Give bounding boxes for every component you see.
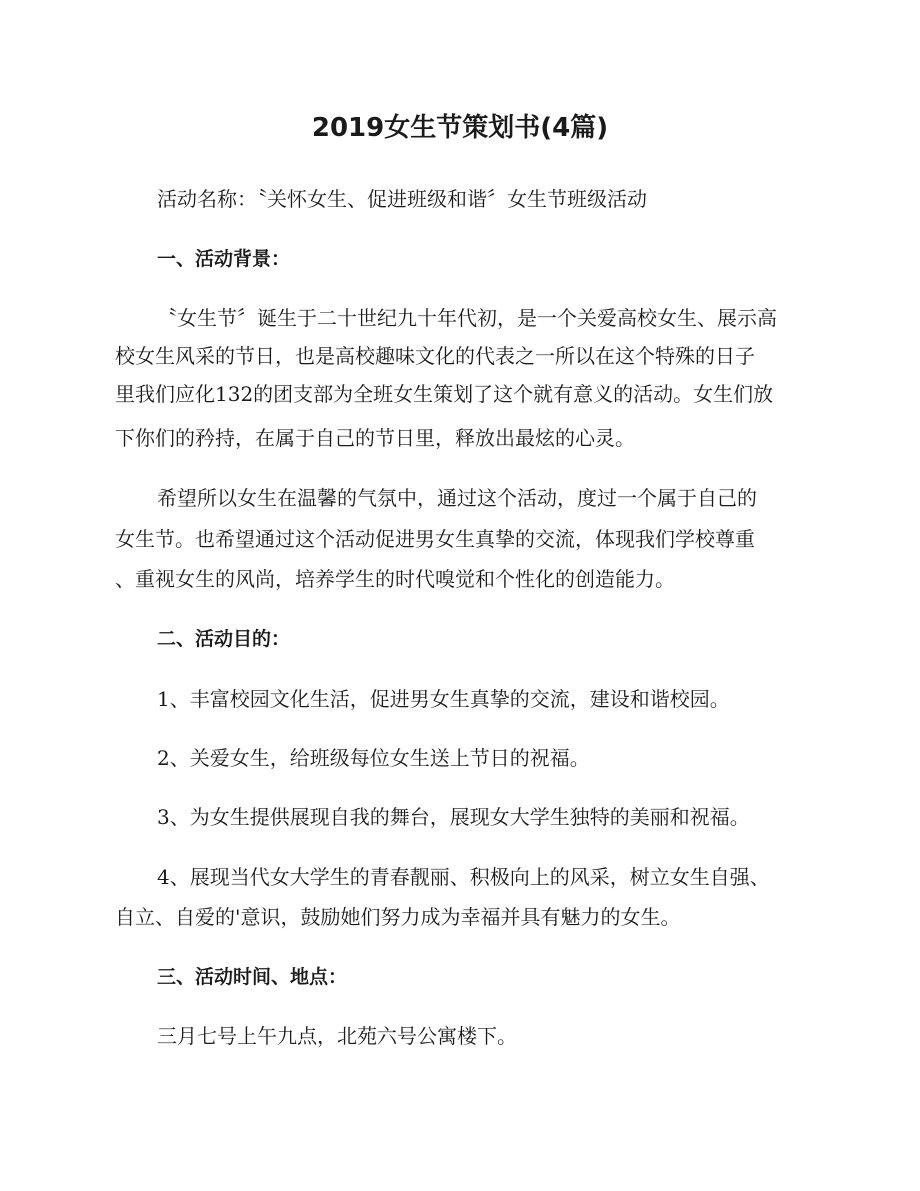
section-heading-background: 一、活动背景： [157, 248, 291, 270]
paragraph-line: 里我们应化132的团支部为全班女生策划了这个就有意义的活动。女生们放 [115, 382, 774, 406]
paragraph-line: 女生节。也希望通过这个活动促进男女生真挚的交流，体现我们学校尊重 [115, 527, 755, 551]
activity-name: 活动名称：〝关怀女生、促进班级和谐〞女生节班级活动 [157, 187, 647, 211]
paragraph-line: 校女生风采的节日，也是高校趣味文化的代表之一所以在这个特殊的日子 [115, 344, 755, 368]
section-heading-time-place: 三、活动时间、地点： [157, 966, 348, 988]
paragraph-line: 、重视女生的风尚，培养学生的时代嗅觉和个性化的创造能力。 [115, 567, 675, 591]
list-item: 3、为女生提供展现自我的舞台，展现女大学生独特的美丽和祝福。 [157, 805, 750, 829]
section-heading-purpose: 二、活动目的： [157, 628, 291, 650]
paragraph-line: 〝女生节〞诞生于二十世纪九十年代初，是一个关爱高校女生、展示高 [157, 306, 777, 330]
time-place-text: 三月七号上午九点，北苑六号公寓楼下。 [157, 1024, 517, 1048]
paragraph-line: 下你们的矜持，在属于自己的节日里，释放出最炫的心灵。 [115, 426, 635, 450]
list-item: 2、关爱女生，给班级每位女生送上节日的祝福。 [157, 746, 590, 770]
document-title: 2019女生节策划书(4篇) [311, 113, 609, 143]
list-item-continuation: 自立、自爱的'意识，鼓励她们努力成为幸福并具有魅力的女生。 [115, 905, 681, 929]
paragraph-line: 希望所以女生在温馨的气氛中，通过这个活动，度过一个属于自己的 [157, 486, 757, 510]
list-item: 1、丰富校园文化生活，促进男女生真挚的交流，建设和谐校园。 [157, 687, 730, 711]
list-item: 4、展现当代女大学生的青春靓丽、积极向上的风采，树立女生自强、 [157, 865, 770, 889]
